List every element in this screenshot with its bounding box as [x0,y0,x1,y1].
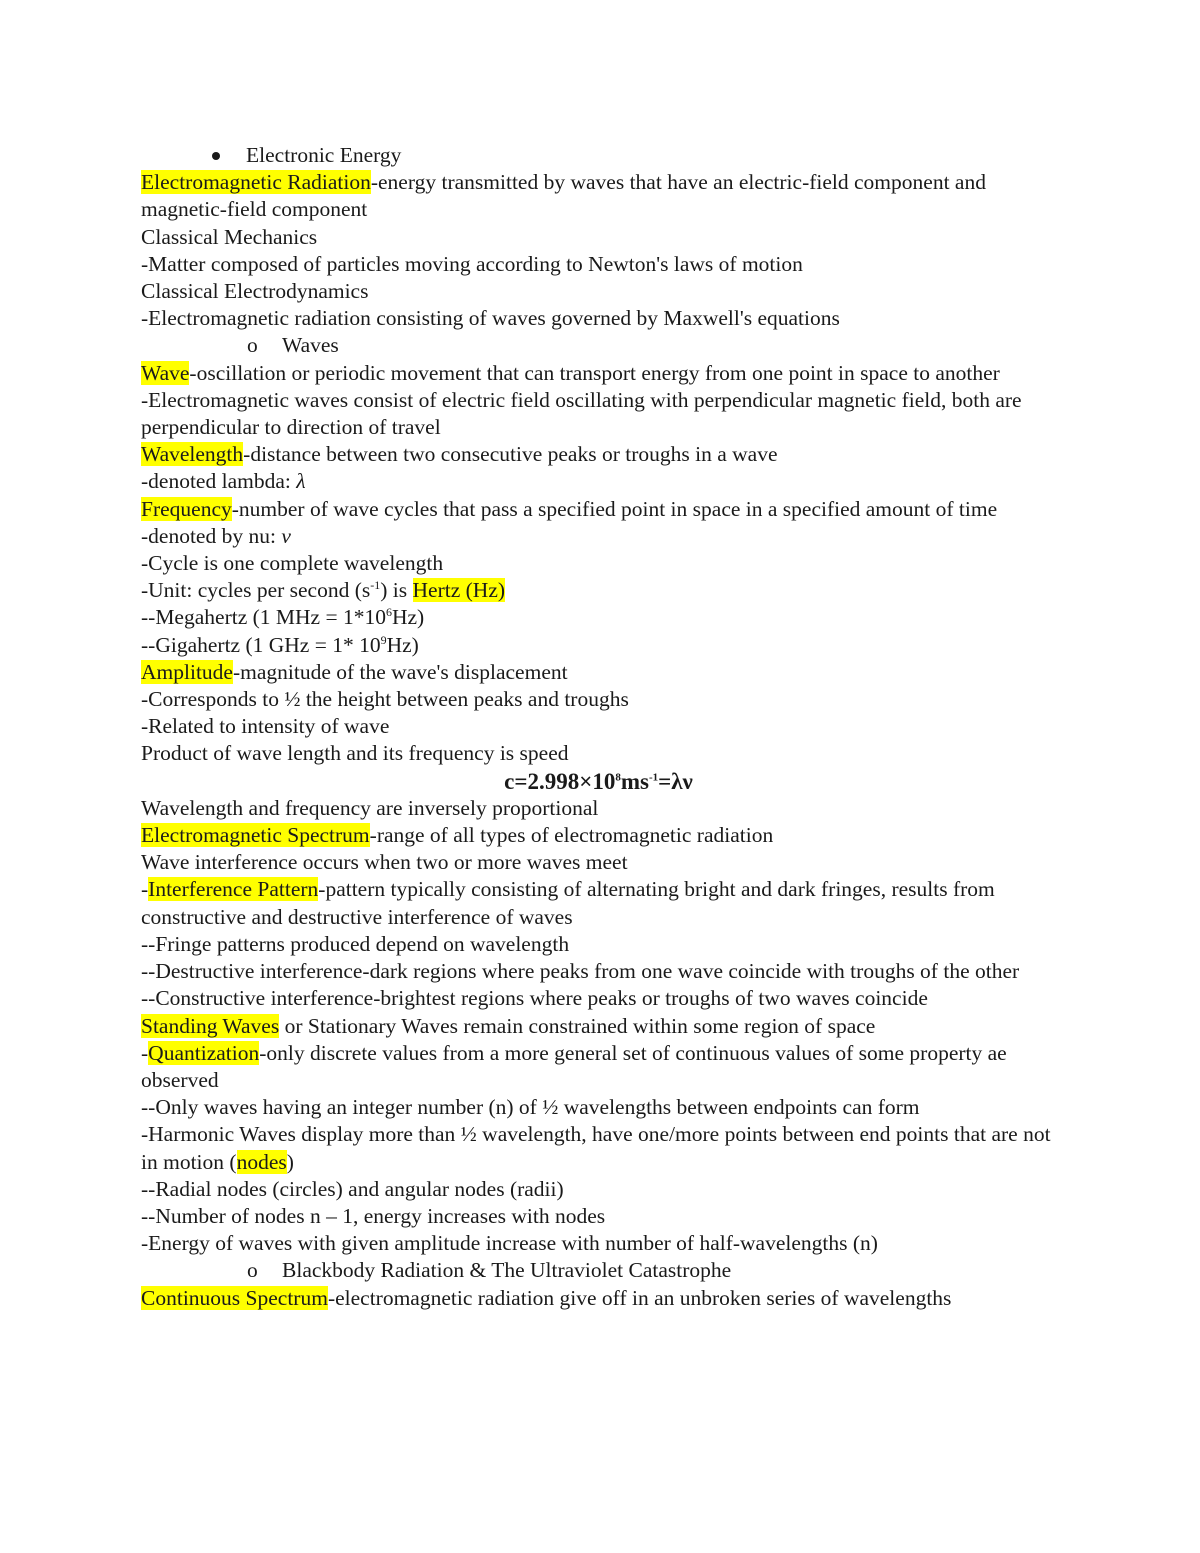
section-heading-waves: o Waves [141,332,1066,359]
highlighted-term: Wavelength [141,442,244,467]
note-line: Product of wave length and its frequency is speed [141,741,569,766]
note-line: -Harmonic Waves display more than ½ wavelength, have one/more points between end points that are not in motion (nodes) [141,1122,1051,1174]
bullet-circle-icon: o [247,333,258,358]
note-line: --Destructive interference-dark regions where peaks from one wave coincide with troughs of the other [141,959,1020,984]
note-line: --Number of nodes n – 1, energy increases with nodes [141,1203,606,1228]
speed-of-light-formula: $c=2.998\times 10^8ms^{-1}=\lambda\nu$ [504,768,693,794]
note-line: Standing Waves or Stationary Waves remain constrained within some region of space [141,1013,876,1038]
highlighted-term: nodes [236,1149,287,1174]
note-line: Wavelength-distance between two consecutive peaks or troughs in a wave [141,442,778,467]
highlighted-term: Hertz (Hz) [412,578,506,603]
nu-symbol: ν [281,523,291,548]
note-line: --Megahertz (1 MHz = $1*10^6Hz$) [141,605,425,630]
highlighted-term: Quantization [148,1040,260,1065]
note-line: Frequency-number of wave cycles that pass a specified point in space in a specified amount of time [141,496,998,521]
highlighted-term: Interference Pattern [148,877,319,902]
highlighted-term: Standing Waves [141,1013,280,1038]
note-line: --Gigahertz (1 GHz = 1* $10^9Hz$) [141,632,419,657]
note-line: -denoted by nu: ν [141,523,291,548]
note-line: Electromagnetic Spectrum-range of all types of electromagnetic radiation [141,823,774,848]
note-line: Amplitude-magnitude of the wave's displacement [141,659,568,684]
highlighted-term: Wave [141,360,190,385]
note-line: -Electromagnetic radiation consisting of waves governed by Maxwell's equations [141,306,840,331]
highlighted-term: Continuous Spectrum [141,1285,328,1310]
note-line: -Energy of waves with given amplitude increase with number of half-wavelengths (n) [141,1231,878,1256]
section-heading-blackbody: o Blackbody Radiation & The Ultraviolet Catastrophe [141,1257,1066,1284]
note-line: -Corresponds to ½ the height between peaks and troughs [141,687,629,712]
note-line: -Matter composed of particles moving according to Newton's laws of motion [141,251,803,276]
note-line: --Constructive interference-brightest regions where peaks or troughs of two waves coincide [141,986,928,1011]
note-line: Wave-oscillation or periodic movement that can transport energy from one point in space to another [141,360,1000,385]
note-line: Classical Mechanics [141,224,318,249]
highlighted-term: Electromagnetic Spectrum [141,823,370,848]
note-line: -Quantization-only discrete values from a more general set of continuous values of some property ae observed [141,1040,1007,1092]
section-heading-electronic-energy: Electronic Energy [141,142,1066,169]
note-line: -denoted lambda: λ [141,469,306,494]
bullet-circle-icon: o [247,1258,258,1283]
highlighted-term: Frequency [141,496,232,521]
lambda-symbol: λ [296,469,306,494]
note-line: Classical Electrodynamics [141,279,369,304]
notes-body [141,142,1066,1312]
note-line: -Unit: cycles per second $(s^{-1})$ is Hertz (Hz) [141,578,506,603]
highlighted-term: Amplitude [141,659,233,684]
note-line: --Radial nodes (circles) and angular nodes (radii) [141,1176,564,1201]
note-line: --Fringe patterns produced depend on wavelength [141,931,570,956]
note-line: Electromagnetic Radiation-energy transmitted by waves that have an electric-field component and magnetic-field component [141,170,986,222]
note-line: -Cycle is one complete wavelength [141,551,444,576]
note-line: -Electromagnetic waves consist of electric field oscillating with perpendicular magnetic field, both are perpendicular to direction of travel [141,387,1022,440]
note-line: -Related to intensity of wave [141,714,390,739]
highlighted-term: Electromagnetic Radiation [141,170,371,195]
note-line: --Only waves having an integer number (n) of ½ wavelengths between endpoints can form [141,1095,920,1120]
note-line: Continuous Spectrum-electromagnetic radiation give off in an unbroken series of wavelengths [141,1285,952,1310]
note-line: Wavelength and frequency are inversely proportional [141,795,599,820]
note-line: Wave interference occurs when two or more waves meet [141,850,628,875]
note-line: -Interference Pattern-pattern typically consisting of alternating bright and dark fringes, results from constructive and destructive interference of waves [141,877,995,929]
bullet-dot-icon [212,152,220,160]
